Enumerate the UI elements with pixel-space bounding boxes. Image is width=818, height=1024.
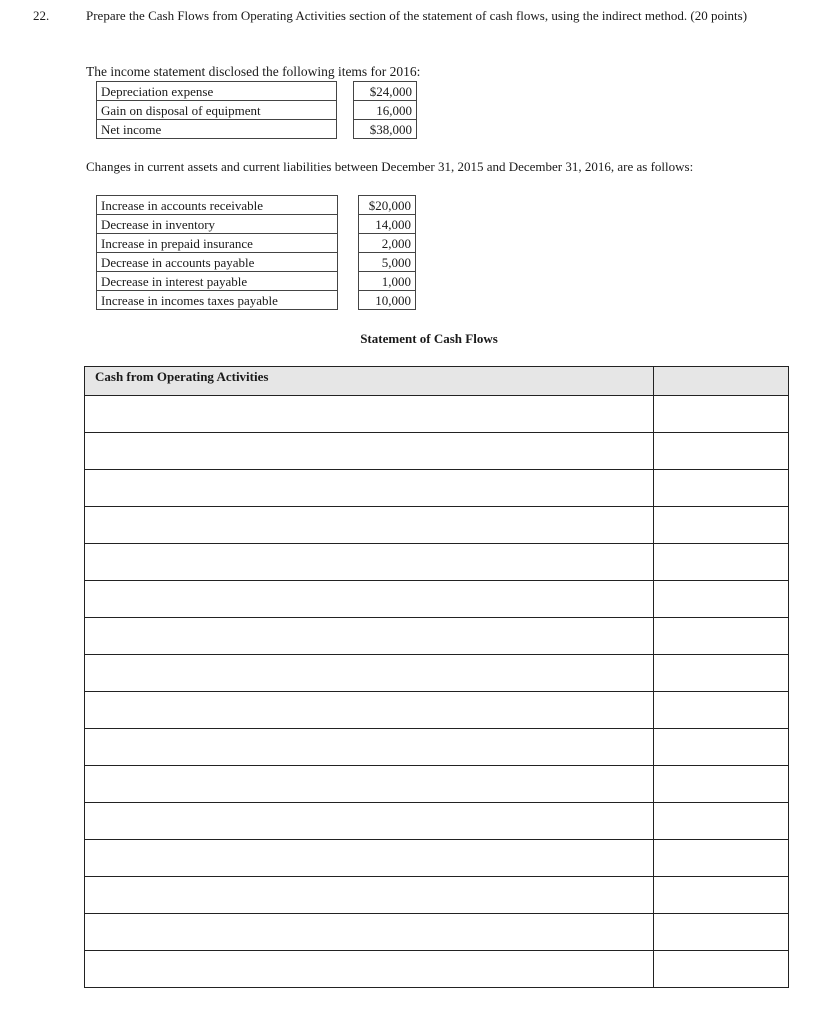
- worksheet-description-cell[interactable]: [85, 433, 654, 470]
- worksheet-description-cell[interactable]: [85, 544, 654, 581]
- item-label: Decrease in inventory: [97, 215, 338, 234]
- worksheet-description-cell[interactable]: [85, 655, 654, 692]
- item-amount: $24,000: [354, 82, 417, 101]
- worksheet-description-cell[interactable]: [85, 766, 654, 803]
- worksheet-amount-cell[interactable]: [654, 914, 789, 951]
- item-label: Increase in accounts receivable: [97, 196, 338, 215]
- changes-table: [96, 195, 416, 310]
- income-statement-table: [96, 81, 417, 139]
- table-row: [97, 272, 416, 291]
- worksheet-row: [85, 803, 789, 840]
- worksheet-amount-cell[interactable]: [654, 951, 789, 988]
- table-row: [97, 82, 417, 101]
- worksheet-row: [85, 877, 789, 914]
- item-amount: 2,000: [359, 234, 416, 253]
- item-label: Net income: [97, 120, 337, 139]
- item-amount: 5,000: [359, 253, 416, 272]
- worksheet-amount-cell[interactable]: [654, 618, 789, 655]
- table-row: [97, 253, 416, 272]
- worksheet-description-cell[interactable]: [85, 729, 654, 766]
- worksheet-description-cell[interactable]: [85, 396, 654, 433]
- item-amount: 1,000: [359, 272, 416, 291]
- worksheet-amount-cell[interactable]: [654, 655, 789, 692]
- item-amount: 14,000: [359, 215, 416, 234]
- item-label: Depreciation expense: [97, 82, 337, 101]
- worksheet-row: [85, 729, 789, 766]
- item-label: Decrease in interest payable: [97, 272, 338, 291]
- table-row: [97, 215, 416, 234]
- cash-flow-worksheet: [84, 366, 789, 988]
- worksheet-amount-cell[interactable]: [654, 581, 789, 618]
- worksheet-row: [85, 581, 789, 618]
- worksheet-amount-cell[interactable]: [654, 396, 789, 433]
- worksheet-description-cell[interactable]: [85, 470, 654, 507]
- item-amount: $20,000: [359, 196, 416, 215]
- question-number: 22.: [33, 8, 50, 23]
- worksheet-description-cell[interactable]: [85, 914, 654, 951]
- worksheet-row: [85, 433, 789, 470]
- worksheet-amount-cell[interactable]: [654, 507, 789, 544]
- worksheet-row: [85, 507, 789, 544]
- worksheet-amount-cell[interactable]: [654, 766, 789, 803]
- worksheet-amount-cell[interactable]: [654, 840, 789, 877]
- worksheet-row: [85, 692, 789, 729]
- worksheet-amount-cell[interactable]: [654, 877, 789, 914]
- worksheet-header-row: [85, 367, 789, 396]
- table-row: [97, 234, 416, 253]
- table-row: [97, 196, 416, 215]
- income-statement-intro: The income statement disclosed the following items for 2016:: [86, 64, 421, 79]
- statement-title: Statement of Cash Flows: [360, 331, 498, 346]
- worksheet-description-cell[interactable]: [85, 618, 654, 655]
- worksheet-description-cell[interactable]: [85, 692, 654, 729]
- item-label: Gain on disposal of equipment: [97, 101, 337, 120]
- worksheet-amount-cell[interactable]: [654, 470, 789, 507]
- worksheet-description-cell[interactable]: [85, 803, 654, 840]
- worksheet-description-cell[interactable]: [85, 840, 654, 877]
- worksheet-header: Cash from Operating Activities: [85, 367, 654, 396]
- item-label: Increase in incomes taxes payable: [97, 291, 338, 310]
- worksheet-amount-cell[interactable]: [654, 544, 789, 581]
- worksheet-header-amount: [654, 367, 789, 396]
- item-label: Increase in prepaid insurance: [97, 234, 338, 253]
- worksheet-description-cell[interactable]: [85, 877, 654, 914]
- worksheet-row: [85, 470, 789, 507]
- worksheet-description-cell[interactable]: [85, 581, 654, 618]
- worksheet-amount-cell[interactable]: [654, 803, 789, 840]
- worksheet-row: [85, 840, 789, 877]
- item-amount: $38,000: [354, 120, 417, 139]
- worksheet-row: [85, 544, 789, 581]
- table-row: [97, 120, 417, 139]
- worksheet-description-cell[interactable]: [85, 951, 654, 988]
- item-amount: 16,000: [354, 101, 417, 120]
- worksheet-row: [85, 951, 789, 988]
- worksheet-row: [85, 914, 789, 951]
- worksheet-amount-cell[interactable]: [654, 433, 789, 470]
- worksheet-amount-cell[interactable]: [654, 729, 789, 766]
- worksheet-row: [85, 618, 789, 655]
- changes-intro: Changes in current assets and current liabilities between December 31, 2015 and December 31, 2016, are as follows:: [86, 159, 694, 174]
- item-label: Decrease in accounts payable: [97, 253, 338, 272]
- worksheet-row: [85, 655, 789, 692]
- table-row: [97, 101, 417, 120]
- worksheet-amount-cell[interactable]: [654, 692, 789, 729]
- worksheet-row: [85, 396, 789, 433]
- worksheet-row: [85, 766, 789, 803]
- question-prompt: Prepare the Cash Flows from Operating Activities section of the statement of cash flows, using the indirect method. (20 points): [86, 8, 748, 23]
- item-amount: 10,000: [359, 291, 416, 310]
- worksheet-description-cell[interactable]: [85, 507, 654, 544]
- table-row: [97, 291, 416, 310]
